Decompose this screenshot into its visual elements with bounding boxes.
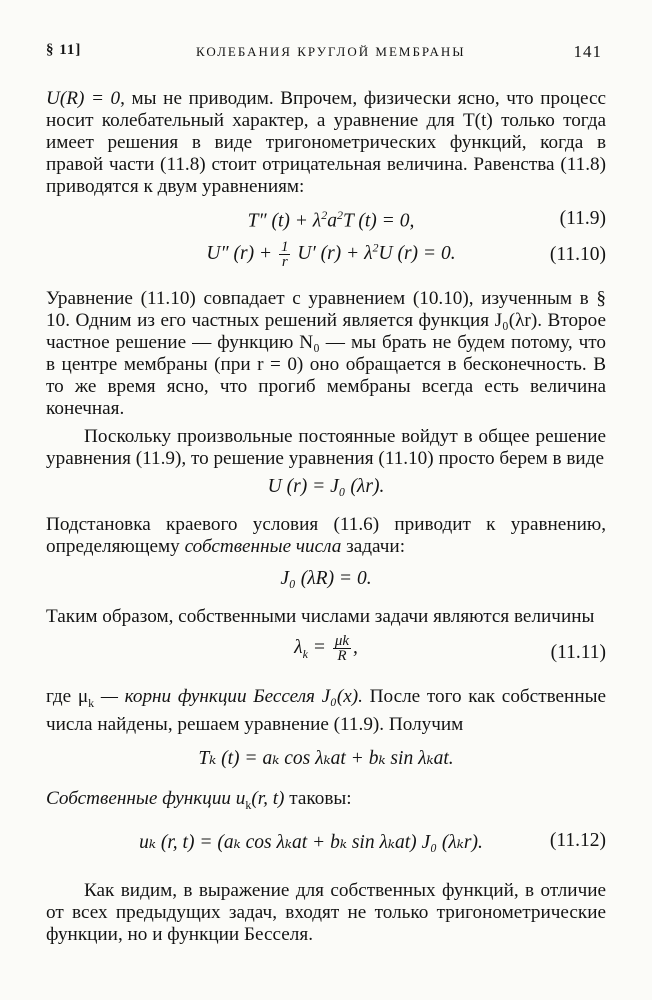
fraction-one-over-r	[279, 240, 291, 269]
paragraph-6-sub: k	[88, 695, 95, 710]
equation-number-11-11: (11.11)	[550, 642, 606, 663]
equation-number-11-10: (11.10)	[549, 244, 606, 265]
fraction-numerator: 1	[280, 239, 289, 255]
paragraph-1-text: , мы не приводим. Впрочем, физически ясно, что процесс носит колебательный характер, а уравнение для T(t) только тогда имеет решения в виде тригонометрических функций, когда в правой части (11.8) стоит отрицательная величина. Равенства (11.8) приводятся к двум уравнениям:	[46, 88, 606, 197]
equation-11-12-text: uₖ (r, t) = (aₖ cos λₖat + bₖ sin λₖat) J₀ (λₖr).	[139, 831, 483, 853]
paragraph-4-emphasis: собственные числа	[184, 536, 342, 557]
page-header	[46, 38, 606, 64]
book-page	[46, 38, 606, 946]
equation-number-11-9: (11.9)	[559, 208, 606, 229]
paragraph-7-sub: k	[245, 797, 252, 812]
eq-11-9-sup-1: 2	[321, 208, 328, 222]
equation-11-12	[46, 828, 606, 858]
equation-Tk	[46, 744, 606, 774]
fraction-numerator: μk	[334, 633, 349, 649]
equation-number-11-12: (11.12)	[549, 829, 606, 851]
eq-11-11-sub: k	[302, 646, 308, 661]
fraction-denominator: r	[281, 254, 288, 270]
eq-11-9-sup-2: 2	[337, 208, 344, 222]
paragraph-1	[46, 88, 606, 198]
page-number: 141	[573, 42, 602, 61]
fraction-denominator: R	[337, 648, 347, 664]
equation-11-11	[46, 634, 606, 676]
eq-11-11-lambda: λ	[294, 636, 303, 658]
equation-U	[46, 474, 606, 504]
paragraph-2: Уравнение (11.10) совпадает с уравнением (10.10), изученным в § 10. Одним из его частных решений является функция J₀(λr). Второе частное решение — функцию N₀ — мы брать не будем потому, что в центре мембраны (при r = 0) оно обращается в бесконечность. В то же время ясно, что прогиб мембраны всегда есть величина конечная.	[46, 288, 606, 419]
running-title: КОЛЕБАНИЯ КРУГЛОЙ МЕМБРАНЫ	[196, 44, 466, 59]
eq-11-11-comma: ,	[353, 636, 358, 658]
paragraph-7	[46, 788, 606, 816]
eq-11-10-sup: 2	[372, 240, 379, 255]
equation-J0	[46, 566, 606, 596]
section-marker: § 11]	[46, 42, 82, 58]
paragraph-7-emphasis-2: (r, t)	[251, 787, 285, 809]
paragraph-7-emphasis: Собственные функции u	[46, 787, 246, 809]
eq-11-9-part-1: T″ (t) + λ	[247, 210, 322, 232]
paragraph-5: Таким образом, собственными числами задачи являются величины	[46, 606, 595, 627]
paragraph-4	[46, 514, 606, 558]
equation-Tk-text: Tₖ (t) = aₖ cos λₖat + bₖ sin λₖat.	[198, 747, 454, 769]
equation-J0-text: J₀ (λR) = 0.	[280, 568, 372, 589]
paragraph-6-text-1: где μ	[46, 686, 89, 707]
eq-11-10-part-1: U″ (r) +	[206, 242, 273, 264]
eq-11-10-part-3: U (r) = 0.	[378, 242, 456, 264]
paragraph-4-text-1: Подстановка краевого условия (11.6) приводит к уравнению, определяющему	[46, 514, 606, 557]
equation-U-text: U (r) = J₀ (λr).	[267, 476, 385, 497]
paragraph-6-emphasis: — корни функции Бесселя J₀(x).	[94, 686, 363, 707]
boundary-condition: U(R) = 0	[46, 88, 121, 109]
eq-11-10-part-2: U′ (r) + λ	[297, 242, 373, 264]
fraction-mu-over-R	[333, 634, 351, 663]
paragraph-6-text-2: После того как собственные числа найдены, решаем уравнение (11.9). Получим	[46, 686, 606, 735]
equation-11-10	[46, 238, 606, 276]
paragraph-7-text: таковы:	[284, 787, 352, 809]
eq-11-11-equals: =	[307, 636, 326, 658]
paragraph-4-text-2: задачи:	[341, 536, 406, 557]
equation-11-9	[46, 206, 606, 236]
eq-11-9-part-3: T (t) = 0,	[343, 210, 415, 232]
paragraph-3: Поскольку произвольные постоянные войдут в общее решение уравнения (11.9), то решение уравнения (11.10) просто берем в виде	[46, 426, 606, 469]
paragraph-6	[46, 686, 606, 736]
paragraph-8: Как видим, в выражение для собственных функций, в отличие от всех предыдущих задач, входят не только тригонометрические функции, но и функции Бесселя.	[46, 879, 606, 945]
eq-11-9-part-2: a	[327, 210, 338, 232]
